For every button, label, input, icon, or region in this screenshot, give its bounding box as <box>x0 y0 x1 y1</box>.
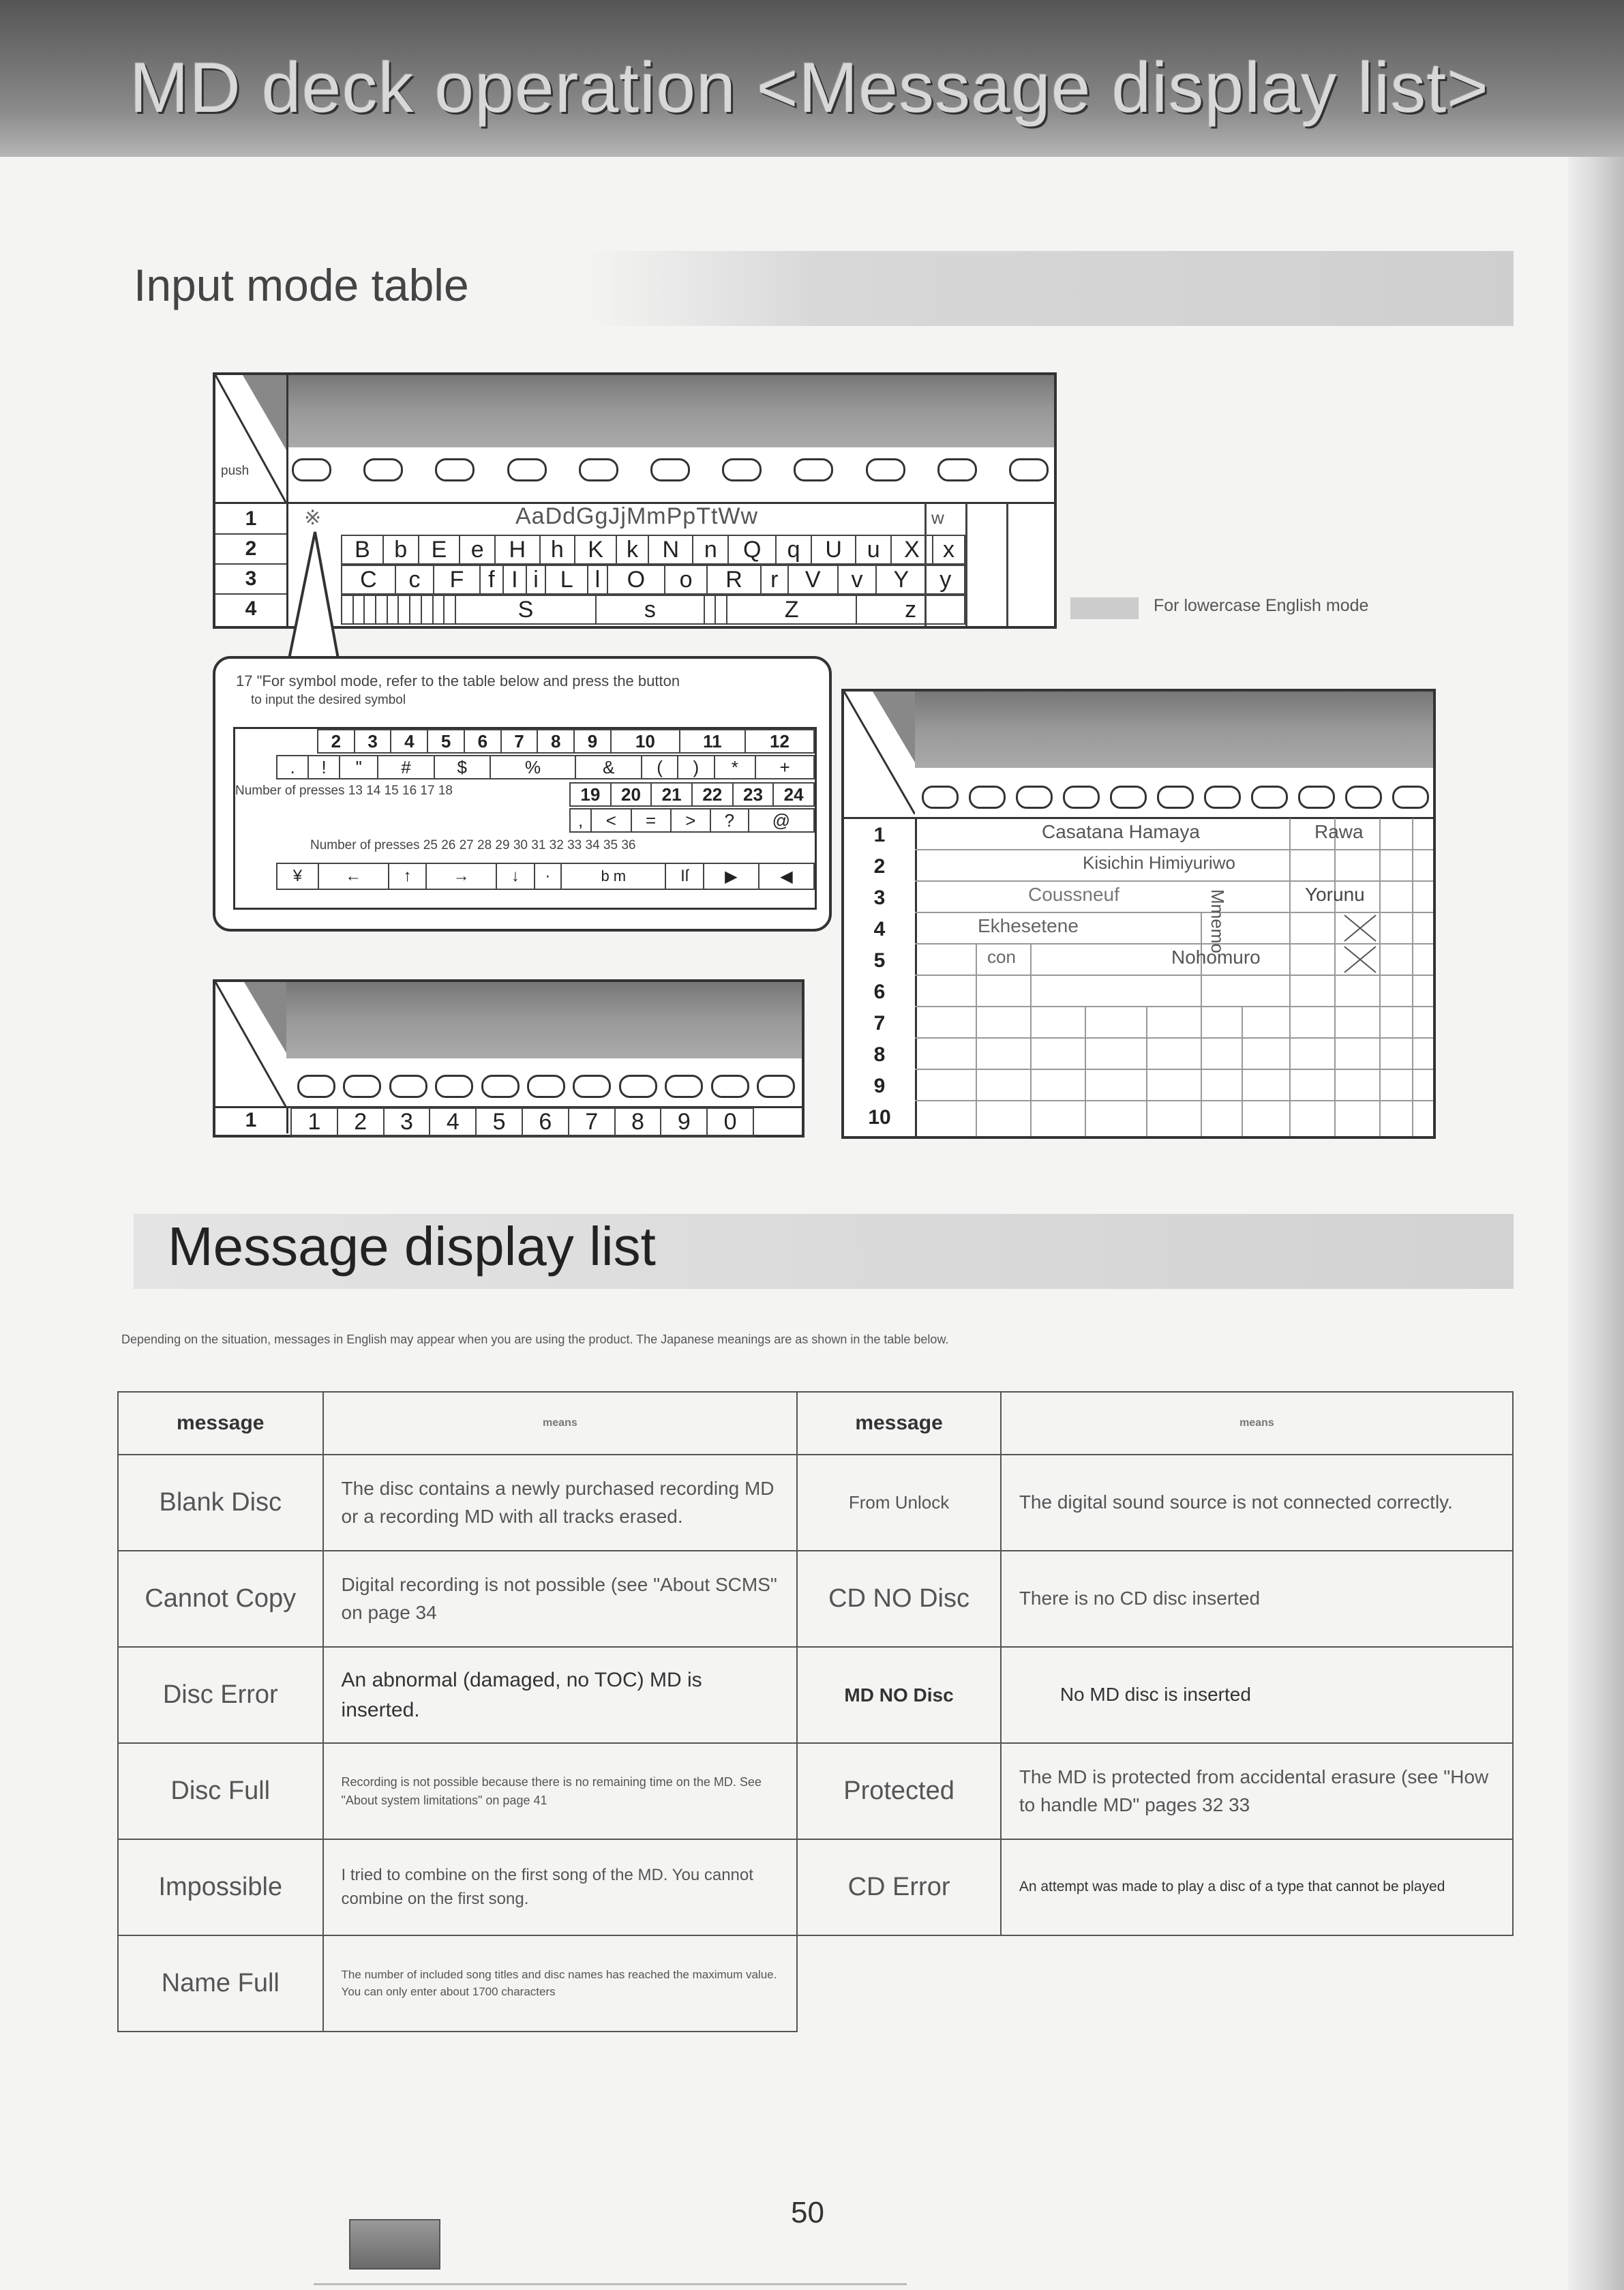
key-oval-icon <box>1016 786 1053 809</box>
press-count: 9 <box>574 730 611 753</box>
message-desc: Digital recording is not possible (see "About SCMS" on page 34 <box>323 1551 798 1647</box>
key-oval-icon <box>1298 786 1335 809</box>
message-desc: The number of included song titles and disc names has reached the maximum value. You can only enter about 1700 characters <box>323 1935 798 2032</box>
col-divider <box>1006 503 1008 626</box>
kana-row3b: Yorunu <box>1305 884 1365 905</box>
message-name: Cannot Copy <box>118 1551 323 1647</box>
row-number: 2 <box>215 535 286 565</box>
table-row <box>118 1839 1513 1935</box>
kana-vertical-label: Mmemo <box>1207 889 1228 953</box>
press-count: 3 <box>355 730 391 753</box>
key-oval-icon <box>794 458 833 481</box>
symbol-table <box>233 727 817 910</box>
row3-characters <box>341 565 965 595</box>
symbol-cell: , <box>570 809 591 832</box>
key-oval-icon <box>389 1075 427 1098</box>
row-number: 1 <box>215 1107 288 1133</box>
char-cell: N <box>648 535 693 564</box>
key-oval-icon <box>507 458 547 481</box>
row-number: 2 <box>873 855 886 878</box>
symbol-cell: ↓ <box>496 863 534 889</box>
lowercase-swatch <box>1070 597 1139 619</box>
char-cell: F <box>434 565 480 594</box>
push-label: push <box>221 464 250 478</box>
char-cell: Q <box>728 535 776 564</box>
symbol-cell: → <box>426 863 496 889</box>
message-name: From Unlock <box>797 1455 1001 1551</box>
key-oval-icon <box>757 1075 795 1098</box>
grid-header-bar <box>286 375 1054 447</box>
char-cell: S <box>455 595 596 624</box>
corner-diagonal <box>215 982 286 1107</box>
press-count: 4 <box>391 730 427 753</box>
symbol-cell: . <box>277 756 308 779</box>
char-cell: y <box>926 565 965 594</box>
message-name: Name Full <box>118 1935 323 2032</box>
char-cell: r <box>761 565 788 594</box>
char-cell: V <box>788 565 838 594</box>
kana-header-bar <box>915 692 1433 768</box>
row-number: 10 <box>868 1106 891 1129</box>
symbol-cell: Iſ <box>665 863 703 889</box>
press-count: 6 <box>464 730 501 753</box>
row-number: 8 <box>873 1043 886 1066</box>
kana-row1b: Rawa <box>1314 821 1364 842</box>
kana-row-numbers <box>844 820 915 1133</box>
message-name: Protected <box>797 1743 1001 1839</box>
row-number: 4 <box>873 918 886 940</box>
message-desc: I tried to combine on the first song of the MD. You cannot combine on the first song. <box>323 1839 798 1935</box>
empty-cell <box>797 1935 1001 2032</box>
message-name: MD NO Disc <box>797 1647 1001 1743</box>
key-oval-icon <box>579 458 618 481</box>
char-cell: i <box>526 565 545 594</box>
key-oval-icon <box>922 786 959 809</box>
key-oval-icon <box>1204 786 1241 809</box>
message-table <box>117 1391 1514 2032</box>
press-count: 22 <box>692 783 733 806</box>
kana-key-ovals <box>922 786 1429 810</box>
row-number: 5 <box>873 949 886 972</box>
press-count: 21 <box>651 783 692 806</box>
digit-cell: 8 <box>615 1108 661 1136</box>
symbol-note: 17 "For symbol mode, refer to the table below and press the button <box>236 672 680 689</box>
corner-diagonal <box>844 692 915 814</box>
table-row <box>118 1551 1513 1647</box>
key-oval-icon <box>1345 786 1382 809</box>
numeric-digits-row <box>290 1107 754 1137</box>
numeric-key-ovals <box>297 1075 795 1102</box>
char-cell: H <box>495 535 540 564</box>
press-count: 19 <box>570 783 611 806</box>
symbol-cell: < <box>591 809 631 832</box>
page-header <box>0 0 1624 157</box>
char-cell: q <box>776 535 811 564</box>
message-desc: The MD is protected from accidental erasure (see "How to handle MD" pages 32 33 <box>1001 1743 1513 1839</box>
key-oval-icon <box>363 458 403 481</box>
key-oval-icon <box>937 458 977 481</box>
digit-cell: 3 <box>384 1108 430 1136</box>
symbol-cell: + <box>755 756 814 779</box>
char-cell: X <box>891 535 933 564</box>
input-mode-title: Input mode table <box>134 260 469 310</box>
row2-characters <box>341 535 965 565</box>
symbol-cell: ! <box>308 756 340 779</box>
footer-logo <box>349 2219 440 2270</box>
empty-cell <box>1001 1935 1513 2032</box>
page-number: 50 <box>791 2196 824 2229</box>
section-bar <box>586 251 1514 326</box>
char-cell: e <box>460 535 495 564</box>
char-cell: b <box>383 535 419 564</box>
symbol-char-row-1 <box>276 755 815 779</box>
symbol-cell: ¥ <box>277 863 318 889</box>
symbol-cell: ( <box>642 756 678 779</box>
corner-diagonal <box>215 375 286 503</box>
key-oval-icon <box>481 1075 520 1098</box>
digit-cell: 7 <box>569 1108 615 1136</box>
key-oval-icon <box>292 458 331 481</box>
digit-cell: 1 <box>291 1108 337 1136</box>
row1-w: w <box>931 507 944 528</box>
key-oval-icon <box>969 786 1006 809</box>
message-name: Disc Full <box>118 1743 323 1839</box>
row1-letters: AaDdGgJjMmPpTtWw <box>515 503 759 529</box>
key-oval-icon <box>435 1075 473 1098</box>
press-count: 2 <box>318 730 355 753</box>
key-oval-icon <box>435 458 475 481</box>
char-cell: f <box>480 565 503 594</box>
key-oval-row <box>292 458 1049 492</box>
message-desc: The disc contains a newly purchased recording MD or a recording MD with all tracks erased. <box>323 1455 798 1551</box>
symbol-cell: @ <box>749 809 814 832</box>
digit-cell: 6 <box>522 1108 569 1136</box>
symbol-cell: * <box>715 756 756 779</box>
press-count: 24 <box>773 783 814 806</box>
col-divider <box>965 503 967 626</box>
key-oval-icon <box>665 1075 703 1098</box>
press-count: 20 <box>611 783 652 806</box>
symbol-cell: # <box>378 756 434 779</box>
row-number: 7 <box>873 1012 886 1035</box>
message-desc: There is no CD disc inserted <box>1001 1551 1513 1647</box>
table-header-row <box>118 1392 1513 1455</box>
page-title: MD deck operation <Message display list> <box>130 48 1489 128</box>
symbol-mode-callout <box>213 656 832 932</box>
key-oval-icon <box>573 1075 611 1098</box>
row-number: 1 <box>873 824 886 846</box>
key-oval-icon <box>722 458 762 481</box>
key-oval-icon <box>619 1075 657 1098</box>
digit-cell: 2 <box>337 1108 384 1136</box>
char-cell: I <box>503 565 526 594</box>
footer-line <box>314 2283 907 2285</box>
row4-characters <box>341 595 965 625</box>
key-oval-icon <box>650 458 690 481</box>
key-oval-icon <box>527 1075 565 1098</box>
digit-cell: 5 <box>476 1108 522 1136</box>
symbol-cell: · <box>535 863 562 889</box>
digit-cell: 9 <box>661 1108 707 1136</box>
press-count: 10 <box>611 730 680 753</box>
symbol-cell: ◀ <box>759 863 814 889</box>
table-row <box>118 1647 1513 1743</box>
numeric-header-bar <box>286 982 802 1058</box>
presses-label-2: Number of presses 25 26 27 28 29 30 31 32 33 34 35 36 <box>310 838 636 852</box>
symbol-char-row-3 <box>276 863 815 890</box>
kana-row3: Coussneuf <box>1028 884 1119 905</box>
press-count: 12 <box>745 730 814 753</box>
kana-row5a: con <box>987 947 1016 967</box>
char-cell: Y <box>876 565 926 594</box>
row-number: 3 <box>215 565 286 595</box>
col-header-message: message <box>797 1392 1001 1455</box>
message-name: CD NO Disc <box>797 1551 1001 1647</box>
press-count: 5 <box>427 730 464 753</box>
press-count: 7 <box>501 730 538 753</box>
symbol-cell: ← <box>318 863 389 889</box>
message-desc: An attempt was made to play a disc of a type that cannot be played <box>1001 1839 1513 1935</box>
char-cell: O <box>607 565 665 594</box>
table-row <box>118 1743 1513 1839</box>
lowercase-note: For lowercase English mode <box>1154 596 1369 615</box>
char-cell: v <box>838 565 876 594</box>
digit-cell: 4 <box>430 1108 476 1136</box>
char-cell: B <box>342 535 383 564</box>
col-header-means: means <box>323 1392 798 1455</box>
message-desc: No MD disc is inserted <box>1001 1647 1513 1743</box>
symbol-note-2: to input the desired symbol <box>251 693 406 707</box>
char-cell: c <box>395 565 434 594</box>
char-cell: C <box>342 565 395 594</box>
message-list-intro: Depending on the situation, messages in English may appear when you are using the product. The Japanese meanings are as shown in the table below. <box>121 1333 949 1346</box>
char-cell: u <box>856 535 891 564</box>
char-cell: s <box>596 595 704 624</box>
key-oval-icon <box>343 1075 381 1098</box>
char-cell: l <box>588 565 607 594</box>
char-cell: h <box>540 535 575 564</box>
col-header-message: message <box>118 1392 323 1455</box>
row-number: 9 <box>873 1075 886 1097</box>
message-name: Blank Disc <box>118 1455 323 1551</box>
kana-row1: Casatana Hamaya <box>1042 821 1200 842</box>
message-desc: The digital sound source is not connected correctly. <box>1001 1455 1513 1551</box>
char-cell: L <box>545 565 588 594</box>
key-oval-icon <box>297 1075 335 1098</box>
symbol-number-row-2 <box>569 782 815 807</box>
col-header-means: means <box>1001 1392 1513 1455</box>
kana-row2: Kisichin Himiyuriwo <box>1083 852 1235 873</box>
char-cell: K <box>575 535 616 564</box>
char-cell: E <box>419 535 460 564</box>
message-list-title: Message display list <box>168 1216 656 1277</box>
symbol-number-row-1 <box>317 729 815 754</box>
key-oval-icon <box>1251 786 1288 809</box>
press-count: 8 <box>537 730 574 753</box>
digit-cell: 0 <box>707 1108 753 1136</box>
char-cell: Z <box>727 595 856 624</box>
symbol-char-row-2 <box>569 808 815 833</box>
row1-star-symbol: ※ <box>304 507 322 529</box>
symbol-cell: b m <box>561 863 665 889</box>
key-oval-icon <box>711 1075 749 1098</box>
key-oval-icon <box>1110 786 1147 809</box>
symbol-cell: ↑ <box>389 863 426 889</box>
char-cell: x <box>933 535 965 564</box>
key-oval-icon <box>1009 458 1049 481</box>
kana-mode-grid <box>841 689 1436 1139</box>
key-oval-icon <box>866 458 905 481</box>
symbol-cell: " <box>340 756 378 779</box>
message-name: Impossible <box>118 1839 323 1935</box>
message-desc: Recording is not possible because there is no remaining time on the MD. See "About system limitations" on page 41 <box>323 1743 798 1839</box>
row-number: 1 <box>215 505 286 535</box>
table-row <box>118 1935 1513 2032</box>
press-count: 11 <box>680 730 745 753</box>
symbol-cell: ▶ <box>704 863 759 889</box>
symbol-cell: $ <box>434 756 490 779</box>
row-number: 3 <box>873 887 886 909</box>
row-number: 4 <box>245 597 257 620</box>
key-oval-icon <box>1157 786 1194 809</box>
char-cell: R <box>707 565 761 594</box>
char-cell: U <box>811 535 856 564</box>
symbol-cell: > <box>671 809 710 832</box>
char-cell: k <box>616 535 648 564</box>
symbol-cell: & <box>575 756 642 779</box>
char-cell: o <box>665 565 707 594</box>
char-cell: n <box>693 535 728 564</box>
callout-pointer <box>286 525 341 661</box>
kana-row5b: Nohomuro <box>1171 947 1261 968</box>
message-desc: An abnormal (damaged, no TOC) MD is inserted. <box>323 1647 798 1743</box>
message-name: CD Error <box>797 1839 1001 1935</box>
symbol-cell: ) <box>678 756 714 779</box>
kana-row4: Ekhesetene <box>978 915 1079 936</box>
symbol-cell: = <box>631 809 671 832</box>
char-cell: z <box>856 595 965 624</box>
key-oval-icon <box>1392 786 1429 809</box>
numeric-mode-grid <box>213 979 805 1137</box>
presses-label-1: Number of presses 13 14 15 16 17 18 <box>235 784 453 798</box>
table-row <box>118 1455 1513 1551</box>
symbol-cell: % <box>490 756 575 779</box>
symbol-cell: ? <box>710 809 749 832</box>
row-number: 6 <box>873 981 886 1003</box>
message-name: Disc Error <box>118 1647 323 1743</box>
key-oval-icon <box>1063 786 1100 809</box>
page-edge-shadow <box>1568 0 1624 2290</box>
press-count: 23 <box>733 783 774 806</box>
